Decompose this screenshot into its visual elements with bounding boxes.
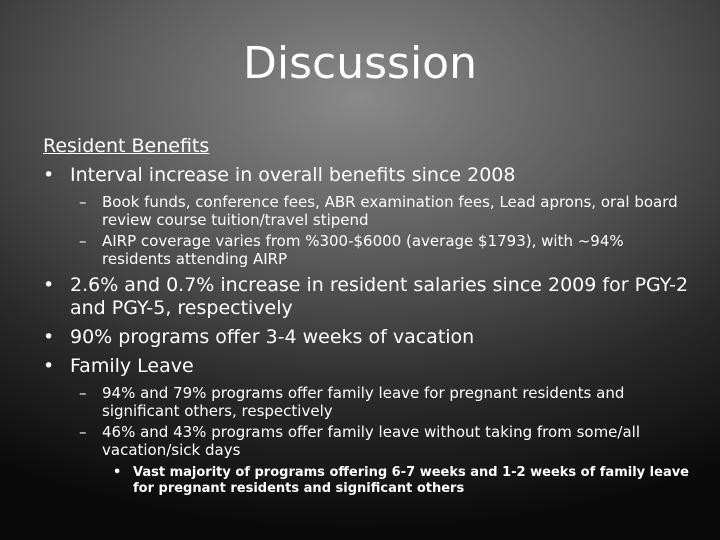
bullet-salary-increase: [43, 274, 693, 320]
slide-content: [43, 134, 693, 497]
bullet-text: 2.6% and 0.7% increase in resident salaries since 2009 for PGY-2 and PGY-5, respectively: [70, 274, 689, 319]
slide-title: Discussion: [243, 38, 477, 89]
bullet-text: Family Leave: [70, 355, 194, 377]
sub-bullet-family-leave-without: – 46% and 43% programs offer family leave without taking from some/all vacation/sick days: [43, 423, 693, 459]
sub-list-family-leave: [43, 384, 693, 497]
sub-bullet-family-leave-offer: – 94% and 79% programs offer family leave for pregnant residents and significant others, respectively: [43, 384, 693, 420]
sub-bullet-book-funds: – Book funds, conference fees, ABR examination fees, Lead aprons, oral board review course tuition/travel stipend: [43, 193, 693, 229]
section-heading: Resident Benefits: [43, 135, 210, 157]
subsub-bullet-family-leave-weeks: • Vast majority of programs offering 6-7 weeks and 1-2 weeks of family leave for pregnant residents and significant others: [43, 465, 693, 497]
bullet-vacation: [43, 326, 693, 349]
bullet-text: Interval increase in overall benefits since 2008: [70, 164, 516, 186]
bullet-benefits-increase: [43, 164, 693, 187]
bullet-list: [43, 164, 693, 497]
bullet-family-leave: [43, 355, 693, 378]
sub-bullet-airp-coverage: – AIRP coverage varies from %300-$6000 (average $1793), with ~94% residents attending AIRP: [43, 232, 693, 268]
sub-list-benefits: [43, 193, 693, 268]
bullet-text: 90% programs offer 3-4 weeks of vacation: [70, 326, 475, 348]
